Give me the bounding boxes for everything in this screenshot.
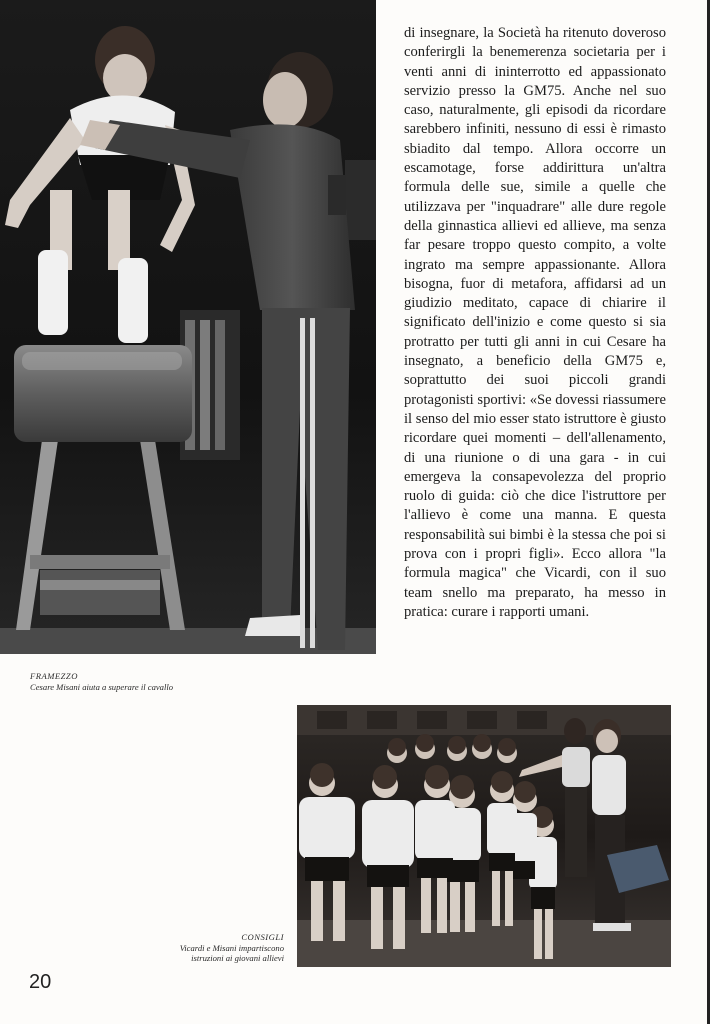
photo-group-instruction — [297, 705, 671, 967]
page-number: 20 — [29, 971, 52, 993]
photo-group-instruction-image — [297, 705, 671, 967]
photo-vaulting-horse-image — [0, 0, 376, 654]
caption-top-text: Cesare Misani aiuta a superare il cavallo — [30, 681, 174, 692]
caption-bottom-text: Vicardi e Misani impartiscono istruzioni ai giovani allievi — [179, 942, 284, 963]
photo-vaulting-horse — [0, 0, 376, 654]
caption-bottom — [160, 932, 284, 964]
caption-top-title: FRAMEZZO — [30, 671, 78, 681]
caption-bottom-title: CONSIGLI — [241, 932, 284, 942]
caption-top — [30, 671, 230, 692]
article-body-text: di insegnare, la Società ha ritenuto doveroso conferirgli la benemerenza societaria per i venti anni di ininterrotto ed appassionato servizio presso la GM75. Anche nel suo caso, naturalmente, gli episodi da ricordare sarebbero infiniti, nessuno di essi è rimasto sbiadito dal tempo. Allora occorre un escamotage, forse addirittura un'altra formula delle sue, simile a quelle che utilizzava per "inquadrare" alle dure regole della ginnastica allievi ed allieve, ma senza far pesare troppo questo compito, a volte ingrato ma sempre appassionante. Allora bisogna, fuor di metafora, affidarsi ad un giudizio meditato, capace di chiarire il significato dell'inizio e come questo si sia protratto per tutti gli anni in cui Cesare ha insegnato, a beneficio della GM75 e, soprattutto dei suoi piccoli grandi protagonisti sportivi: «Se dovessi riassumere il senso del mio esser stato istruttore è giusto ricordare quei momenti – dell'allenamento, di una riunione o di una gara - in cui emergeva la consapevolezza del proprio ruolo di guida: ciò che dice l'istruttore per l'allievo è come una manna. E questa responsabilità sui bimbi è la stessa che poi si prova con i propri figli». Ecco allora "la formula magica" che Vicardi, con il suo team snello ma preparato, ha messo in pratica: curare i rapporti umani. — [404, 25, 666, 620]
